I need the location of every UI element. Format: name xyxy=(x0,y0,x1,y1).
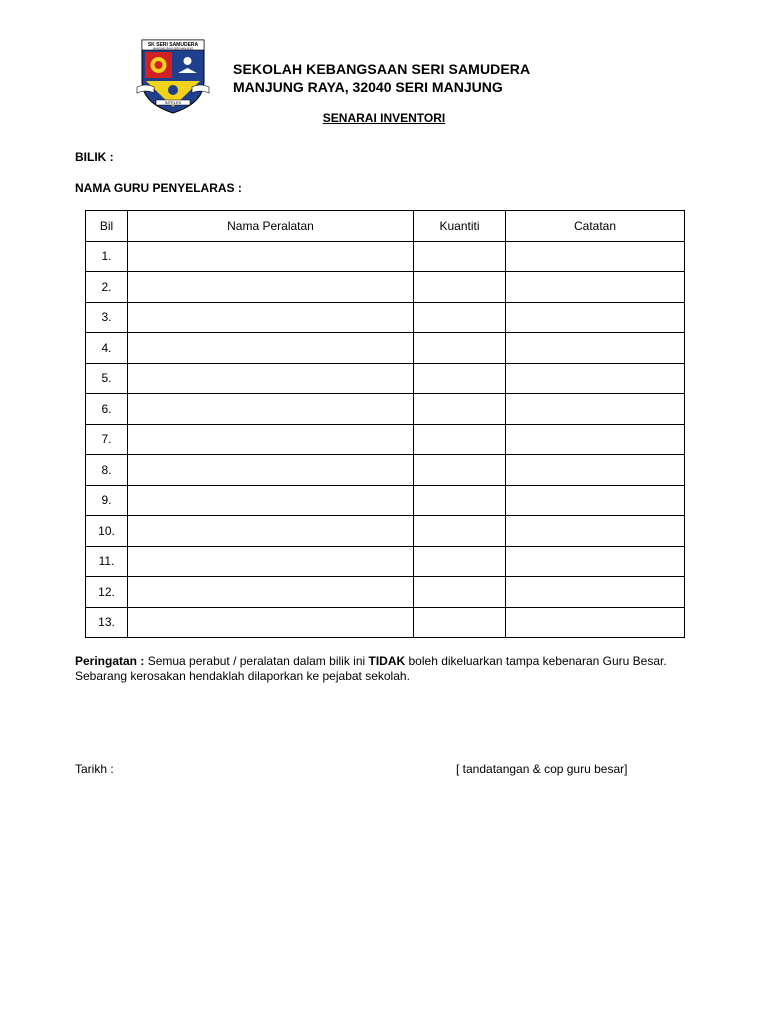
kuantiti-cell[interactable] xyxy=(414,394,506,425)
catatan-cell[interactable] xyxy=(506,516,685,547)
catatan-cell[interactable] xyxy=(506,455,685,486)
catatan-cell[interactable] xyxy=(506,272,685,303)
catatan-cell[interactable] xyxy=(506,333,685,364)
kuantiti-cell[interactable] xyxy=(414,333,506,364)
signature-label: [ tandatangan & cop guru besar] xyxy=(456,762,628,776)
kuantiti-cell[interactable] xyxy=(414,485,506,516)
notice-emphasis: TIDAK xyxy=(368,654,406,668)
logo-text-top: SK SERI SAMUDERA xyxy=(147,42,199,48)
kuantiti-cell[interactable] xyxy=(414,363,506,394)
row-number: 7. xyxy=(86,424,128,455)
row-number: 11. xyxy=(86,546,128,577)
table-row xyxy=(86,577,685,608)
notice-label: Peringatan : xyxy=(75,654,145,668)
row-number: 10. xyxy=(86,516,128,547)
catatan-cell[interactable] xyxy=(506,485,685,516)
school-name: SEKOLAH KEBANGSAAN SERI SAMUDERA xyxy=(233,61,531,77)
kuantiti-cell[interactable] xyxy=(414,577,506,608)
catatan-cell[interactable] xyxy=(506,546,685,577)
row-number: 5. xyxy=(86,363,128,394)
notice-text-after: boleh dikeluarkan tampa kebenaran Guru Besar. Sebarang kerosakan hendaklah dilaporkan ke pejabat sekolah. xyxy=(75,654,667,683)
header-nama-peralatan: Nama Peralatan xyxy=(128,211,414,242)
document-title-text: SENARAI INVENTORI xyxy=(322,111,446,125)
school-crest-logo xyxy=(136,37,210,115)
kuantiti-cell[interactable] xyxy=(414,607,506,638)
table-row xyxy=(86,302,685,333)
logo-text-sub: MANJUNG RAYA SERI MANJUNG xyxy=(152,47,194,51)
row-number: 3. xyxy=(86,302,128,333)
bilik-label: BILIK : xyxy=(75,150,114,164)
nama-peralatan-cell[interactable] xyxy=(128,272,414,303)
table-row xyxy=(86,546,685,577)
table-row xyxy=(86,607,685,638)
row-number: 9. xyxy=(86,485,128,516)
nama-peralatan-cell[interactable] xyxy=(128,424,414,455)
row-number: 13. xyxy=(86,607,128,638)
catatan-cell[interactable] xyxy=(506,424,685,455)
table-row xyxy=(86,485,685,516)
nama-peralatan-cell[interactable] xyxy=(128,607,414,638)
table-row xyxy=(86,455,685,486)
kuantiti-cell[interactable] xyxy=(414,516,506,547)
kuantiti-cell[interactable] xyxy=(414,455,506,486)
row-number: 4. xyxy=(86,333,128,364)
notice-paragraph xyxy=(75,654,675,684)
tarikh-label: Tarikh : xyxy=(75,762,114,776)
nama-peralatan-cell[interactable] xyxy=(128,546,414,577)
table-row xyxy=(86,363,685,394)
header-kuantiti: Kuantiti xyxy=(414,211,506,242)
catatan-cell[interactable] xyxy=(506,577,685,608)
nama-peralatan-cell[interactable] xyxy=(128,302,414,333)
table-row xyxy=(86,394,685,425)
catatan-cell[interactable] xyxy=(506,394,685,425)
table-row xyxy=(86,333,685,364)
logo-motto: INTELEK xyxy=(164,100,182,105)
table-row xyxy=(86,516,685,547)
catatan-cell[interactable] xyxy=(506,363,685,394)
catatan-cell[interactable] xyxy=(506,302,685,333)
catatan-cell[interactable] xyxy=(506,607,685,638)
nama-peralatan-cell[interactable] xyxy=(128,333,414,364)
kuantiti-cell[interactable] xyxy=(414,302,506,333)
row-number: 1. xyxy=(86,241,128,272)
row-number: 6. xyxy=(86,394,128,425)
table-header-row xyxy=(86,211,685,242)
nama-peralatan-cell[interactable] xyxy=(128,241,414,272)
nama-peralatan-cell[interactable] xyxy=(128,516,414,547)
nama-peralatan-cell[interactable] xyxy=(128,577,414,608)
nama-peralatan-cell[interactable] xyxy=(128,363,414,394)
nama-peralatan-cell[interactable] xyxy=(128,485,414,516)
header-bil: Bil xyxy=(86,211,128,242)
row-number: 2. xyxy=(86,272,128,303)
inventory-table xyxy=(85,210,685,638)
kuantiti-cell[interactable] xyxy=(414,546,506,577)
kuantiti-cell[interactable] xyxy=(414,241,506,272)
table-row xyxy=(86,272,685,303)
document-title xyxy=(0,110,768,126)
row-number: 8. xyxy=(86,455,128,486)
nama-peralatan-cell[interactable] xyxy=(128,455,414,486)
catatan-cell[interactable] xyxy=(506,241,685,272)
kuantiti-cell[interactable] xyxy=(414,424,506,455)
guru-penyelaras-label: NAMA GURU PENYELARAS : xyxy=(75,181,242,195)
table-row xyxy=(86,241,685,272)
table-body xyxy=(86,241,685,638)
notice-text-before: Semua perabut / peralatan dalam bilik ini xyxy=(144,654,369,668)
header-catatan: Catatan xyxy=(506,211,685,242)
table-row xyxy=(86,424,685,455)
school-address: MANJUNG RAYA, 32040 SERI MANJUNG xyxy=(233,79,503,95)
nama-peralatan-cell[interactable] xyxy=(128,394,414,425)
row-number: 12. xyxy=(86,577,128,608)
kuantiti-cell[interactable] xyxy=(414,272,506,303)
